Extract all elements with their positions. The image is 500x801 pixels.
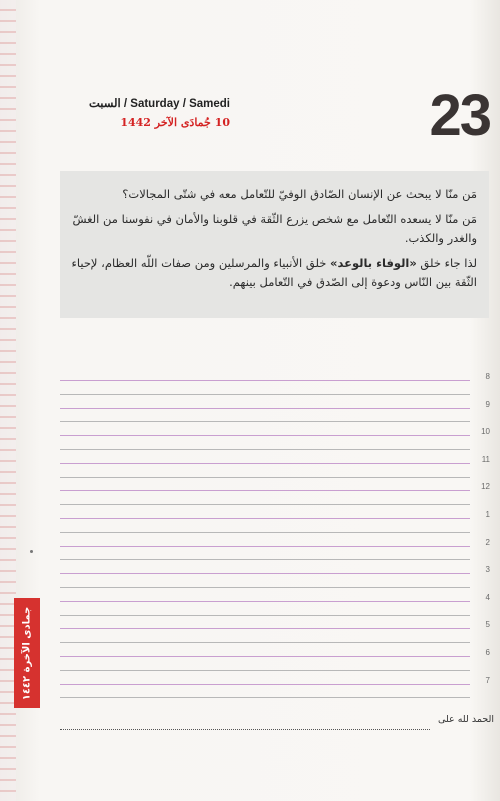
writing-line	[60, 394, 470, 395]
hour-label: 7	[485, 675, 490, 685]
hour-label: 9	[485, 399, 490, 409]
writing-line	[60, 380, 470, 381]
hour-label: 10	[481, 427, 490, 437]
writing-line	[60, 628, 470, 629]
writing-line	[60, 490, 470, 491]
writing-line	[60, 642, 470, 643]
writing-line	[60, 684, 470, 685]
page-mark	[30, 550, 33, 553]
hour-label: 8	[485, 372, 490, 381]
month-side-tab-label: جمادى الآخرة ١٤٤٢	[21, 606, 33, 700]
writing-line	[60, 587, 470, 588]
hour-label: 4	[485, 592, 490, 602]
writing-line	[60, 504, 470, 505]
hour-label: 6	[485, 648, 490, 657]
writing-line	[60, 435, 470, 436]
hour-label: 1	[485, 510, 490, 519]
quote-conclusion-start: لذا جاء خلق	[416, 256, 477, 270]
day-name: السبت / Saturday / Samedi	[88, 98, 230, 110]
hour-label: 5	[485, 620, 490, 630]
quote-conclusion-end: خلق الأنبياء والمرسلين ومن صفات اللّه العظام، لإحياء الثّقة بين النّاس ودعوة إلى الصّدق في التّعامل بينهم.	[71, 256, 477, 289]
writing-line	[60, 573, 470, 574]
writing-line	[60, 656, 470, 657]
day-number: 23	[429, 83, 490, 148]
writing-line	[60, 477, 470, 478]
quote-conclusion-bold: «الوفاء بالوعد»	[330, 256, 417, 270]
writing-line	[60, 546, 470, 547]
writing-line	[60, 670, 470, 671]
hour-label: 12	[481, 482, 490, 492]
hour-label: 3	[485, 565, 490, 575]
hour-label: 2	[485, 537, 490, 547]
writing-line	[60, 559, 470, 560]
writing-line	[60, 463, 470, 464]
writing-line	[60, 615, 470, 616]
writing-line	[60, 449, 470, 450]
hour-column	[472, 368, 500, 708]
writing-lines[interactable]	[60, 368, 470, 708]
writing-line	[60, 518, 470, 519]
writing-line	[60, 408, 470, 409]
gratitude-input-line[interactable]	[60, 718, 430, 730]
daily-quote-box	[60, 171, 489, 318]
writing-line	[60, 601, 470, 602]
writing-line	[60, 697, 470, 698]
writing-line	[60, 532, 470, 533]
hour-label: 11	[481, 454, 490, 464]
quote-conclusion	[70, 254, 477, 292]
month-side-tab[interactable]	[14, 598, 40, 708]
gratitude-label: الحمد لله على	[437, 714, 494, 725]
writing-line	[60, 421, 470, 422]
quote-answer: مَن منّا لا يسعده التّعامل مع شخص يزرع الثّقة في قلوبنا والأمان في نفوسنا من الغشّ والغدر والكذب.	[72, 212, 477, 245]
hijri-date: 10 جُمادَى الآخر 1442	[120, 116, 230, 129]
quote-question: مَن منّا لا يبحث عن الإنسان الصّادق الوفيّ للتّعامل معه في شتّى المجالات؟	[122, 187, 477, 201]
